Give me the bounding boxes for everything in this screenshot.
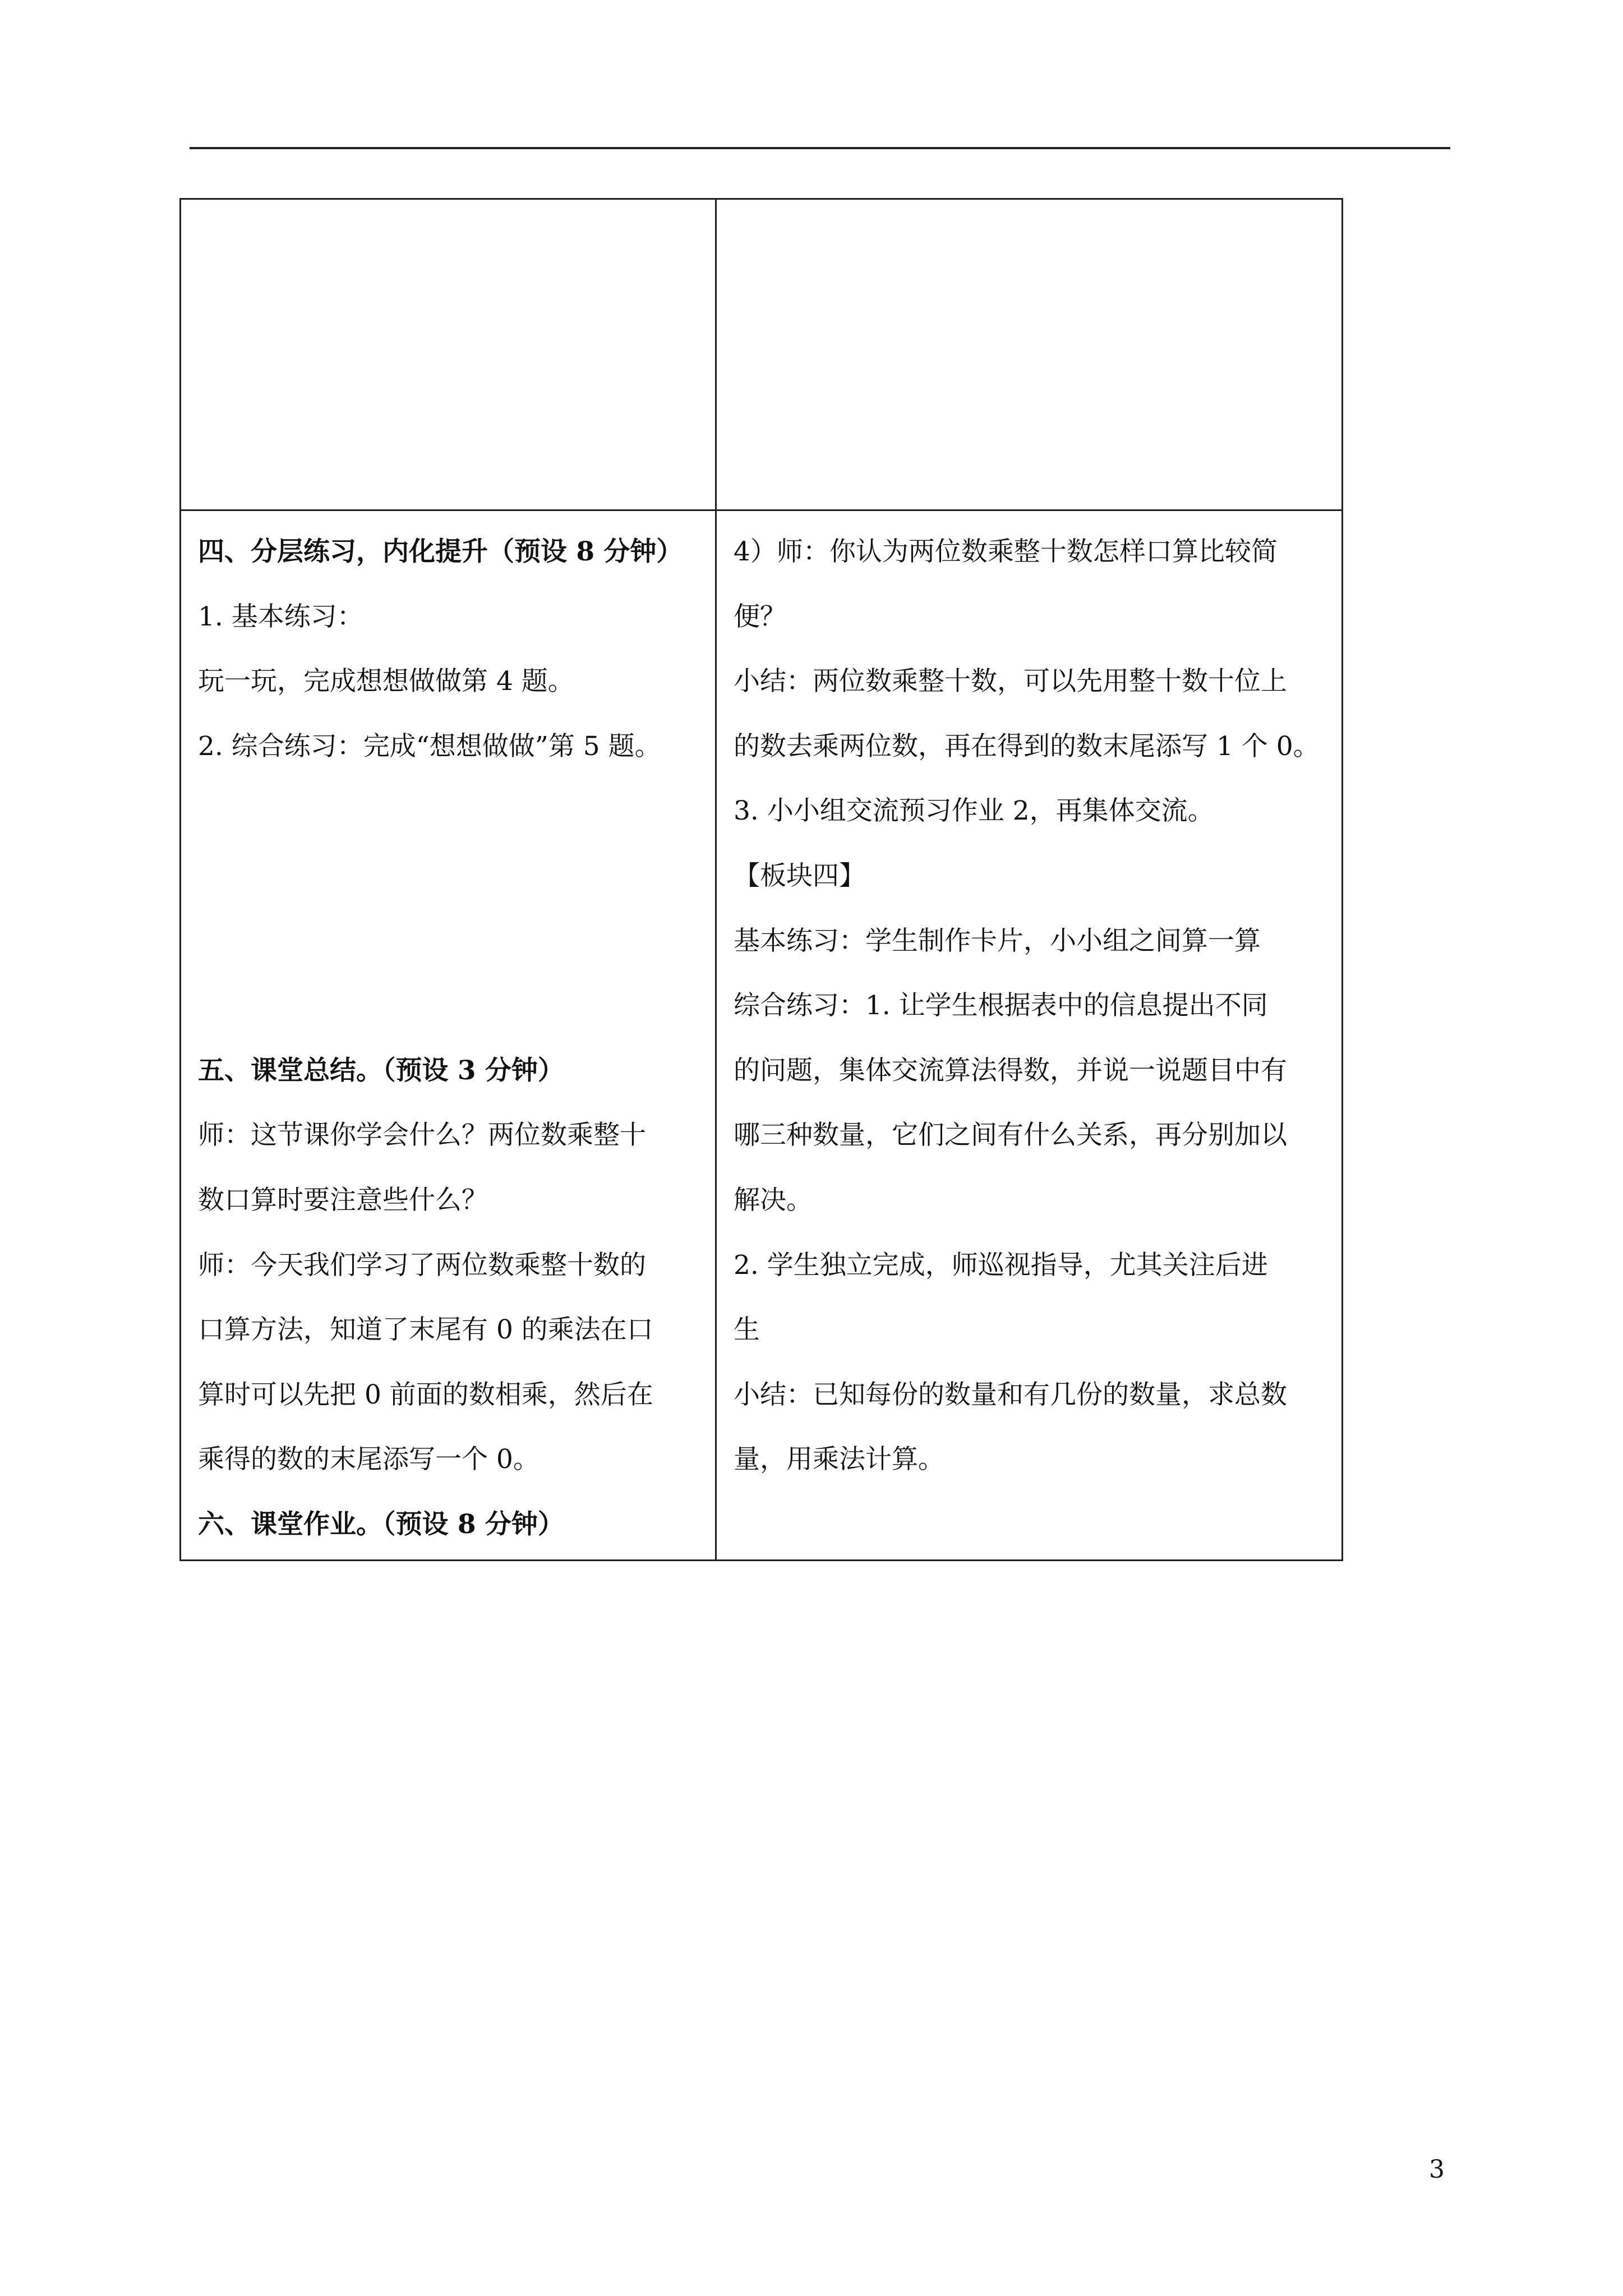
blank-space (198, 844, 707, 909)
blank-space (198, 909, 707, 974)
text-line: 小结：已知每份的数量和有几份的数量，求总数 (734, 1379, 1287, 1410)
blank-space (198, 779, 707, 844)
student-activity-cell (716, 510, 1343, 1561)
block-heading: 【板块四】 (734, 860, 865, 891)
text-line: 师：这节课你学会什么？两位数乘整十 (198, 1120, 646, 1151)
text-line: 的数去乘两位数，再在得到的数末尾添写 1 个 0。 (734, 730, 1320, 762)
text-line: 乘得的数的末尾添写一个 0。 (198, 1444, 540, 1475)
section-heading-practice: 四、分层练习，内化提升（预设 8 分钟） (198, 536, 683, 567)
table-row-content (181, 510, 1343, 1561)
teacher-activity-content (181, 511, 715, 1557)
text-line: 哪三种数量，它们之间有什么关系，再分别加以 (734, 1120, 1287, 1151)
text-line: 玩一玩，完成想想做做第 4 题。 (198, 666, 574, 697)
text-line: 2. 综合练习：完成“想想做做”第 5 题。 (198, 730, 661, 762)
text-line: 4）师：你认为两位数乘整十数怎样口算比较简 (734, 536, 1278, 567)
text-line: 的问题，集体交流算法得数，并说一说题目中有 (734, 1055, 1287, 1086)
text-line: 综合练习：1. 让学生根据表中的信息提出不同 (734, 990, 1268, 1022)
text-line: 小结：两位数乘整十数，可以先用整十数十位上 (734, 666, 1287, 697)
text-line: 量，用乘法计算。 (734, 1444, 944, 1475)
text-line: 算时可以先把 0 前面的数相乘，然后在 (198, 1379, 653, 1410)
table-row-empty (181, 199, 1343, 510)
text-line: 口算方法，知道了末尾有 0 的乘法在口 (198, 1314, 653, 1346)
header-rule (190, 147, 1450, 149)
text-line: 3. 小小组交流预习作业 2，再集体交流。 (734, 795, 1214, 827)
teacher-activity-cell (181, 510, 716, 1561)
section-heading-summary: 五、课堂总结。（预设 3 分钟） (198, 1055, 564, 1086)
text-line: 基本练习：学生制作卡片，小小组之间算一算 (734, 925, 1261, 956)
lesson-plan-table (179, 198, 1343, 1561)
text-line: 便？ (734, 601, 786, 632)
blank-space (198, 973, 707, 1038)
text-line: 数口算时要注意些什么？ (198, 1184, 488, 1216)
text-line: 生 (734, 1314, 760, 1346)
section-heading-homework: 六、课堂作业。（预设 8 分钟） (198, 1508, 564, 1540)
empty-cell-left (181, 199, 716, 510)
text-line: 师：今天我们学习了两位数乘整十数的 (198, 1249, 646, 1281)
text-line: 1. 基本练习： (198, 601, 363, 632)
student-activity-content (717, 511, 1341, 1492)
empty-cell-right (716, 199, 1343, 510)
text-line: 解决。 (734, 1184, 813, 1216)
text-line: 2. 学生独立完成，师巡视指导，尤其关注后进 (734, 1249, 1268, 1281)
page-number: 3 (1429, 2155, 1445, 2184)
